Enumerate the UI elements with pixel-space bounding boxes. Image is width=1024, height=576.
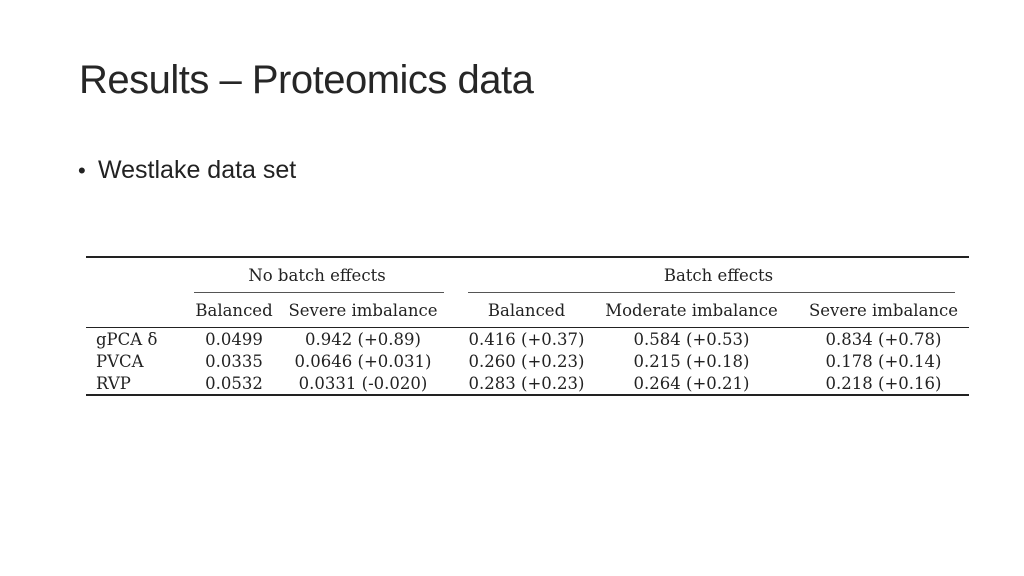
table-cell: 0.178 (+0.14) bbox=[825, 351, 942, 371]
table-cell: 0.584 (+0.53) bbox=[633, 329, 750, 349]
bullet-text: Westlake data set bbox=[98, 156, 297, 184]
col-header-nb-balanced: Balanced bbox=[195, 300, 273, 320]
col-header-b-moderate: Moderate imbalance bbox=[605, 300, 778, 320]
subheader-row bbox=[86, 293, 969, 328]
table-cell: 0.834 (+0.78) bbox=[825, 329, 942, 349]
col-header-nb-severe: Severe imbalance bbox=[288, 300, 438, 320]
group-label-batch: Batch effects bbox=[663, 265, 774, 285]
method-cell: gPCA δ bbox=[96, 329, 158, 349]
group-header-batch bbox=[468, 257, 969, 292]
bullet-list bbox=[78, 156, 296, 185]
method-cell: PVCA bbox=[96, 351, 144, 371]
empty-header-cell bbox=[86, 257, 188, 292]
group-header-no-batch bbox=[188, 257, 446, 292]
table-cell: 0.218 (+0.16) bbox=[825, 373, 942, 393]
col-header-b-balanced: Balanced bbox=[487, 300, 566, 320]
slide-title: Results – Proteomics data bbox=[79, 58, 534, 102]
table-cell: 0.0646 (+0.031) bbox=[294, 351, 432, 371]
method-cell: RVP bbox=[96, 373, 131, 393]
table-row bbox=[86, 350, 969, 372]
bullet-dot-icon: • bbox=[78, 157, 86, 183]
table-cell: 0.416 (+0.37) bbox=[468, 329, 585, 349]
results-table bbox=[86, 256, 969, 396]
table-cell: 0.942 (+0.89) bbox=[305, 329, 421, 349]
table-row bbox=[86, 372, 969, 395]
group-label-no-batch: No batch effects bbox=[248, 265, 386, 285]
table-cell: 0.0499 bbox=[205, 329, 263, 349]
table-cell: 0.283 (+0.23) bbox=[468, 373, 585, 393]
table-row bbox=[86, 328, 969, 350]
group-header-row bbox=[86, 257, 969, 292]
table-cell: 0.0331 (-0.020) bbox=[298, 373, 428, 393]
results-table-container bbox=[86, 256, 969, 396]
table-cell: 0.215 (+0.18) bbox=[633, 351, 750, 371]
bullet-item bbox=[78, 156, 296, 185]
table-cell: 0.264 (+0.21) bbox=[633, 373, 750, 393]
table-cell: 0.0335 bbox=[205, 351, 263, 371]
table-cell: 0.0532 bbox=[205, 373, 263, 393]
col-header-b-severe: Severe imbalance bbox=[808, 300, 959, 320]
table-cell: 0.260 (+0.23) bbox=[468, 351, 585, 371]
